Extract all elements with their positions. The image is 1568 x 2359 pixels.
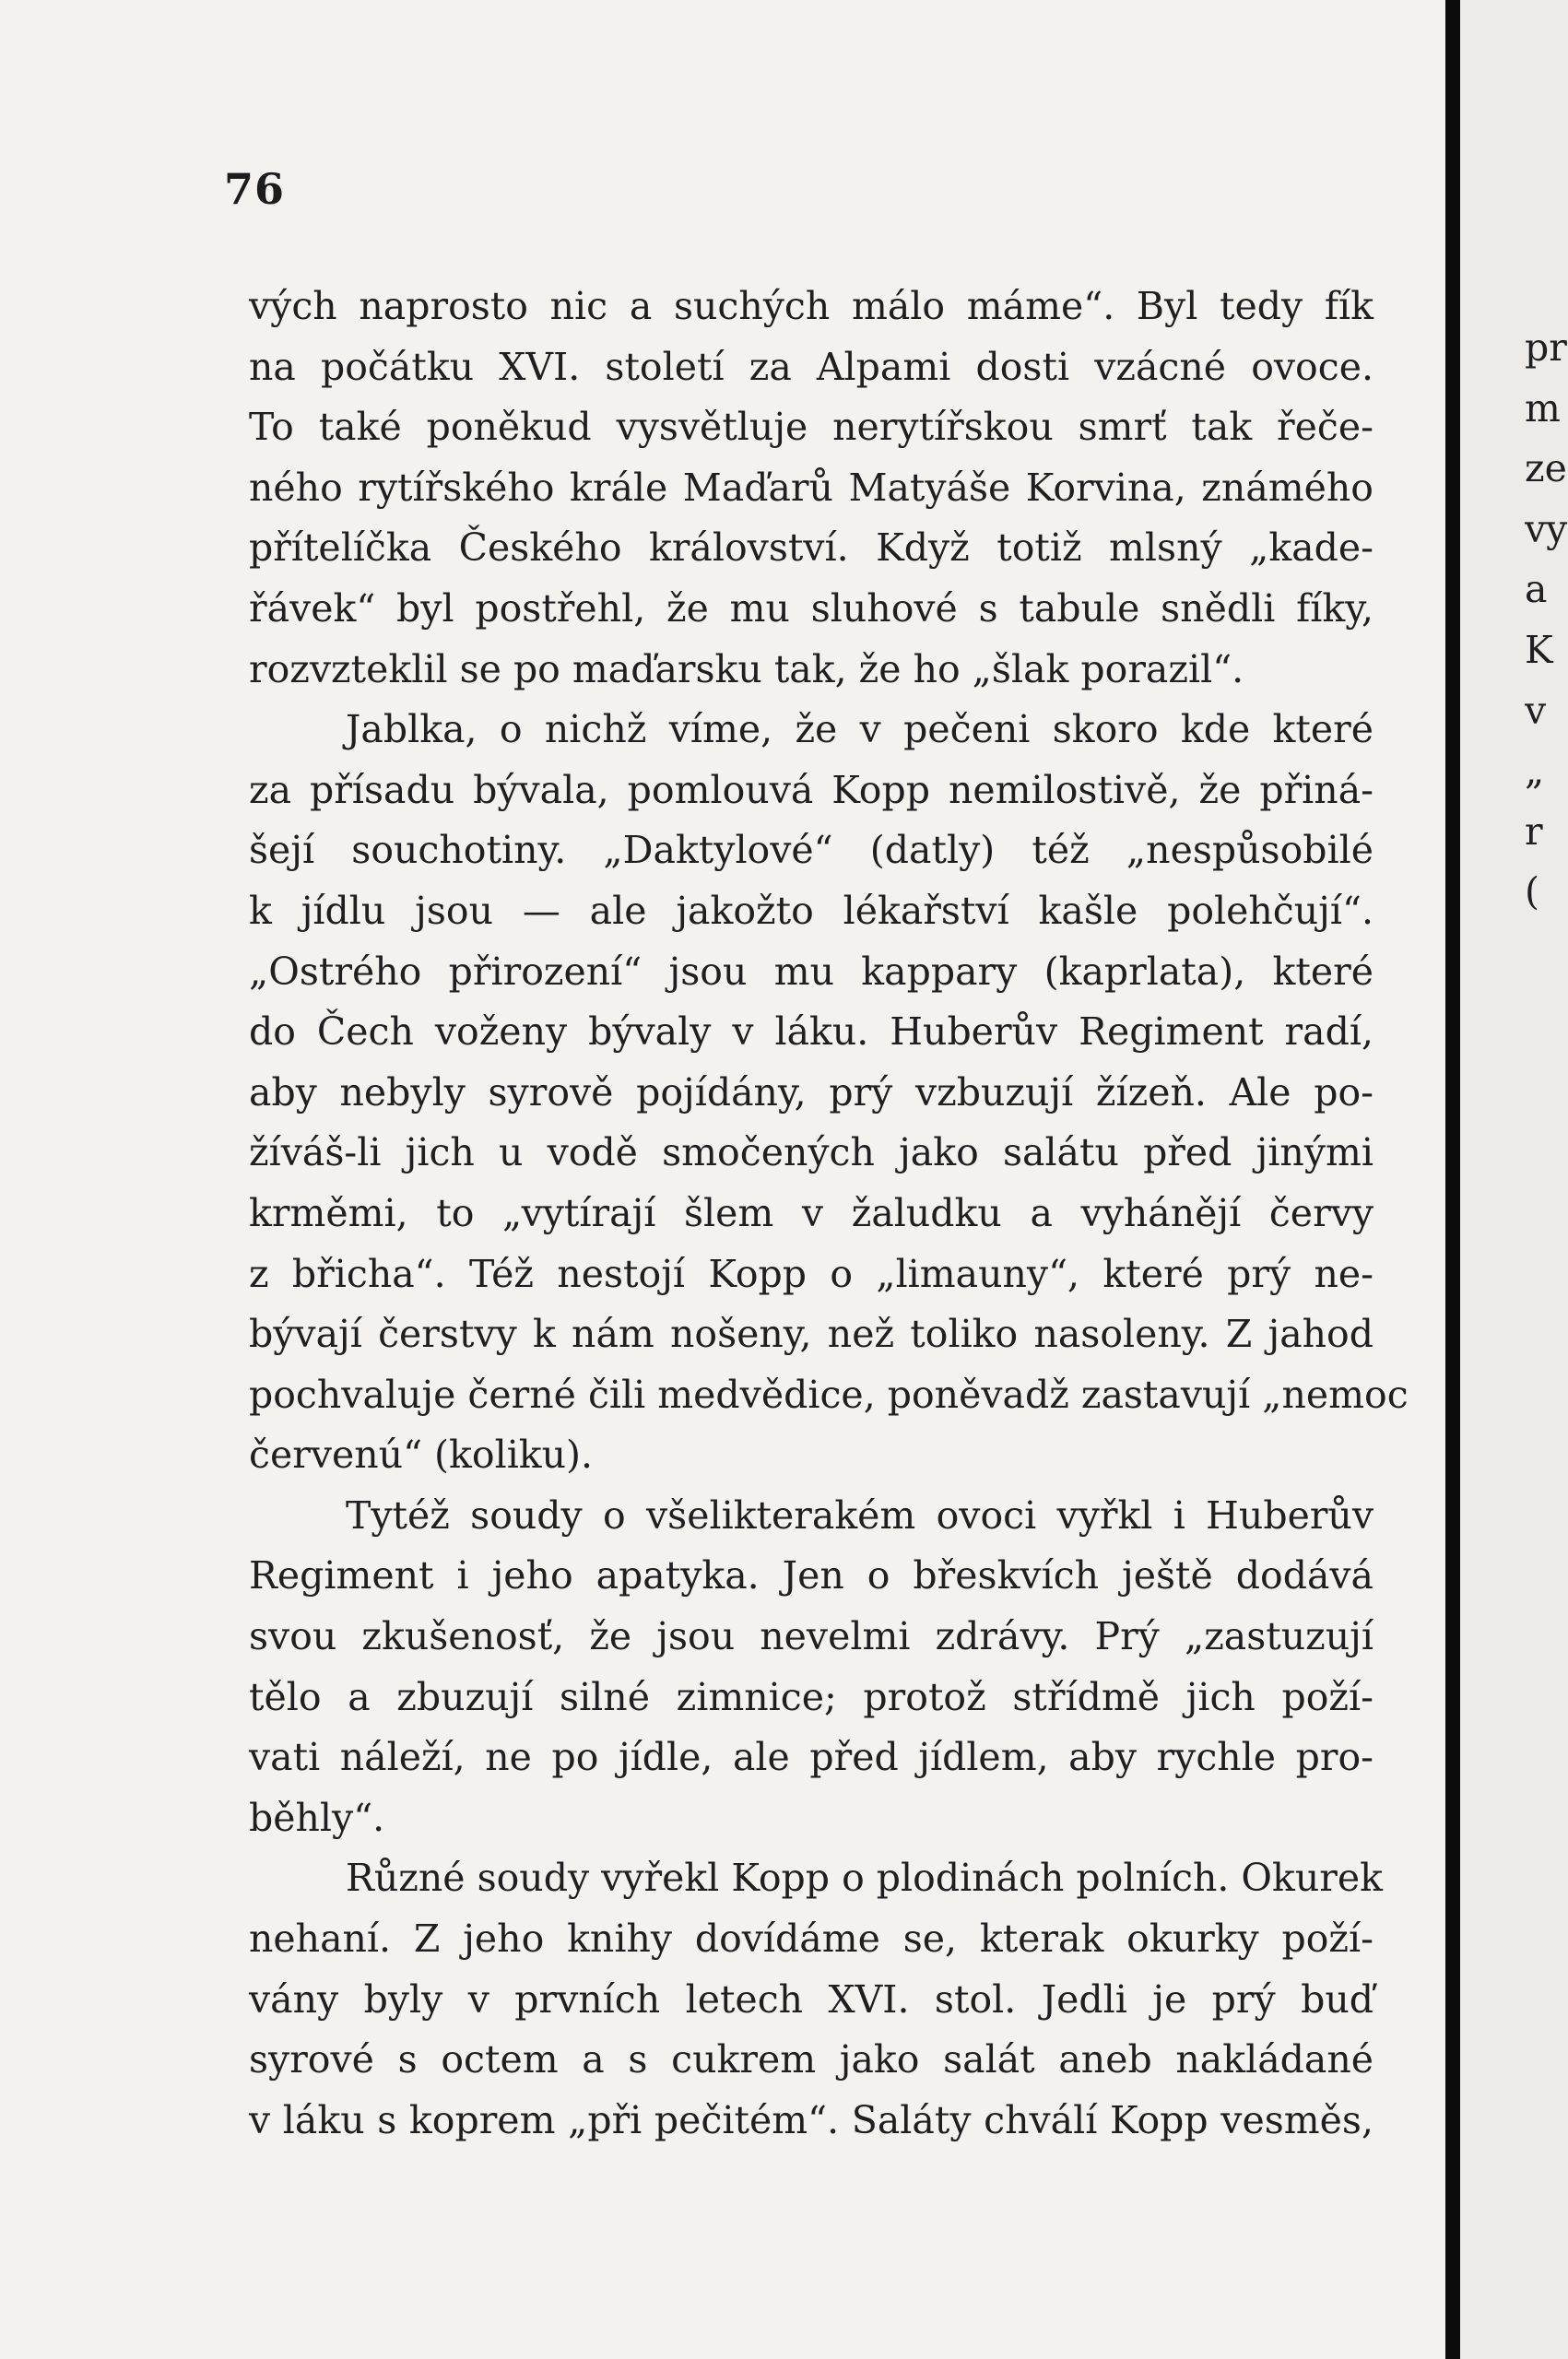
text-line: Regiment i jeho apatyka. Jen o břeskvích ještě dodává — [249, 1553, 1373, 1598]
text-line: bývají čerstvy k nám nošeny, než toliko nasoleny. Z jahod — [249, 1312, 1373, 1357]
text-line: pochvaluje černé čili medvědice, poněvadž zastavují „nemoc — [249, 1372, 1409, 1417]
body-text — [249, 277, 1409, 2151]
text-line: „Ostrého přirození“ jsou mu kappary (kaprlata), které — [249, 949, 1373, 994]
text-line: vých naprosto nic a suchých málo máme“. Byl tedy fík — [249, 284, 1373, 328]
adjacent-page-fragment: m — [1525, 385, 1561, 431]
book-gutter — [1445, 0, 1460, 2359]
adjacent-page-fragment: v — [1525, 688, 1547, 733]
text-line: běhly“. — [249, 1795, 385, 1840]
text-line: To také poněkud vysvětluje nerytířskou smrť tak řeče- — [249, 405, 1373, 450]
adjacent-page-fragment: pr — [1525, 325, 1567, 370]
text-line: ného rytířského krále Maďarů Matyáše Korvina, známého — [249, 465, 1373, 510]
text-line: v láku s koprem „při pečitém“. Saláty chválí Kopp vesměs, — [249, 2097, 1373, 2142]
text-line: vati náleží, ne po jídle, ale před jídlem, aby rychle pro- — [249, 1735, 1373, 1780]
adjacent-page-fragment: a — [1525, 567, 1548, 612]
text-line: Různé soudy vyřekl Kopp o plodinách polních. Okurek — [346, 1856, 1383, 1901]
text-line: žíváš-li jich u vodě smočených jako salátu před jinými — [249, 1130, 1373, 1175]
text-line: přítelíčka Českého království. Když totiž mlsný „kade- — [249, 525, 1373, 571]
text-line: syrové s octem a s cukrem jako salát aneb nakládané — [249, 2037, 1373, 2082]
text-line: vány byly v prvních letech XVI. stol. Jedli je prý buď — [249, 1976, 1373, 2022]
text-line: svou zkušenosť, že jsou nevelmi zdrávy. Prý „zastuzují — [249, 1614, 1373, 1659]
text-line: řávek“ byl postřehl, že mu sluhové s tabule snědli fíky, — [249, 585, 1373, 631]
text-line: rozvzteklil se po maďarsku tak, že ho „šlak porazil“. — [249, 646, 1244, 691]
text-line: do Čech voženy bývaly v láku. Huberův Regiment radí, — [249, 1009, 1373, 1055]
adjacent-page-fragment: K — [1525, 627, 1553, 672]
adjacent-page-fragment: „ — [1525, 749, 1545, 794]
adjacent-page-edge — [1460, 0, 1568, 2359]
adjacent-page-fragment: r — [1525, 808, 1543, 854]
text-line: k jídlu jsou — ale jakožto lékařství kašle polehčují“. — [249, 888, 1373, 933]
text-line: na počátku XVI. století za Alpami dosti vzácné ovoce. — [249, 344, 1373, 389]
text-line: z břicha“. Též nestojí Kopp o „limauny“, které prý ne- — [249, 1251, 1373, 1296]
adjacent-page-fragments — [1525, 318, 1568, 923]
text-line: červenú“ (koliku). — [249, 1433, 594, 1478]
text-line: nehaní. Z jeho knihy dovídáme se, kterak okurky poží- — [249, 1917, 1373, 1962]
text-line: aby nebyly syrově pojídány, prý vzbuzují žízeň. Ale po- — [249, 1069, 1373, 1115]
text-line: krměmi, to „vytírají šlem v žaludku a vyhánějí červy — [249, 1190, 1373, 1235]
adjacent-page-fragment: vy — [1525, 506, 1568, 551]
text-line: šejí souchotiny. „Daktylové“ (datly) též „nespůsobilé — [249, 828, 1373, 873]
text-line: Tytéž soudy o všelikterakém ovoci vyřkl i Huberův — [346, 1492, 1373, 1538]
adjacent-page-fragment: ze — [1525, 446, 1567, 491]
adjacent-page-fragment: ( — [1525, 869, 1539, 914]
page-number: 76 — [224, 164, 286, 214]
text-line: za přísadu bývala, pomlouvá Kopp nemilostivě, že přiná- — [249, 767, 1373, 812]
text-line: Jablka, o nichž víme, že v pečeni skoro kde které — [346, 707, 1373, 752]
text-line: tělo a zbuzují silné zimnice; protož střídmě jich poží- — [249, 1674, 1373, 1719]
